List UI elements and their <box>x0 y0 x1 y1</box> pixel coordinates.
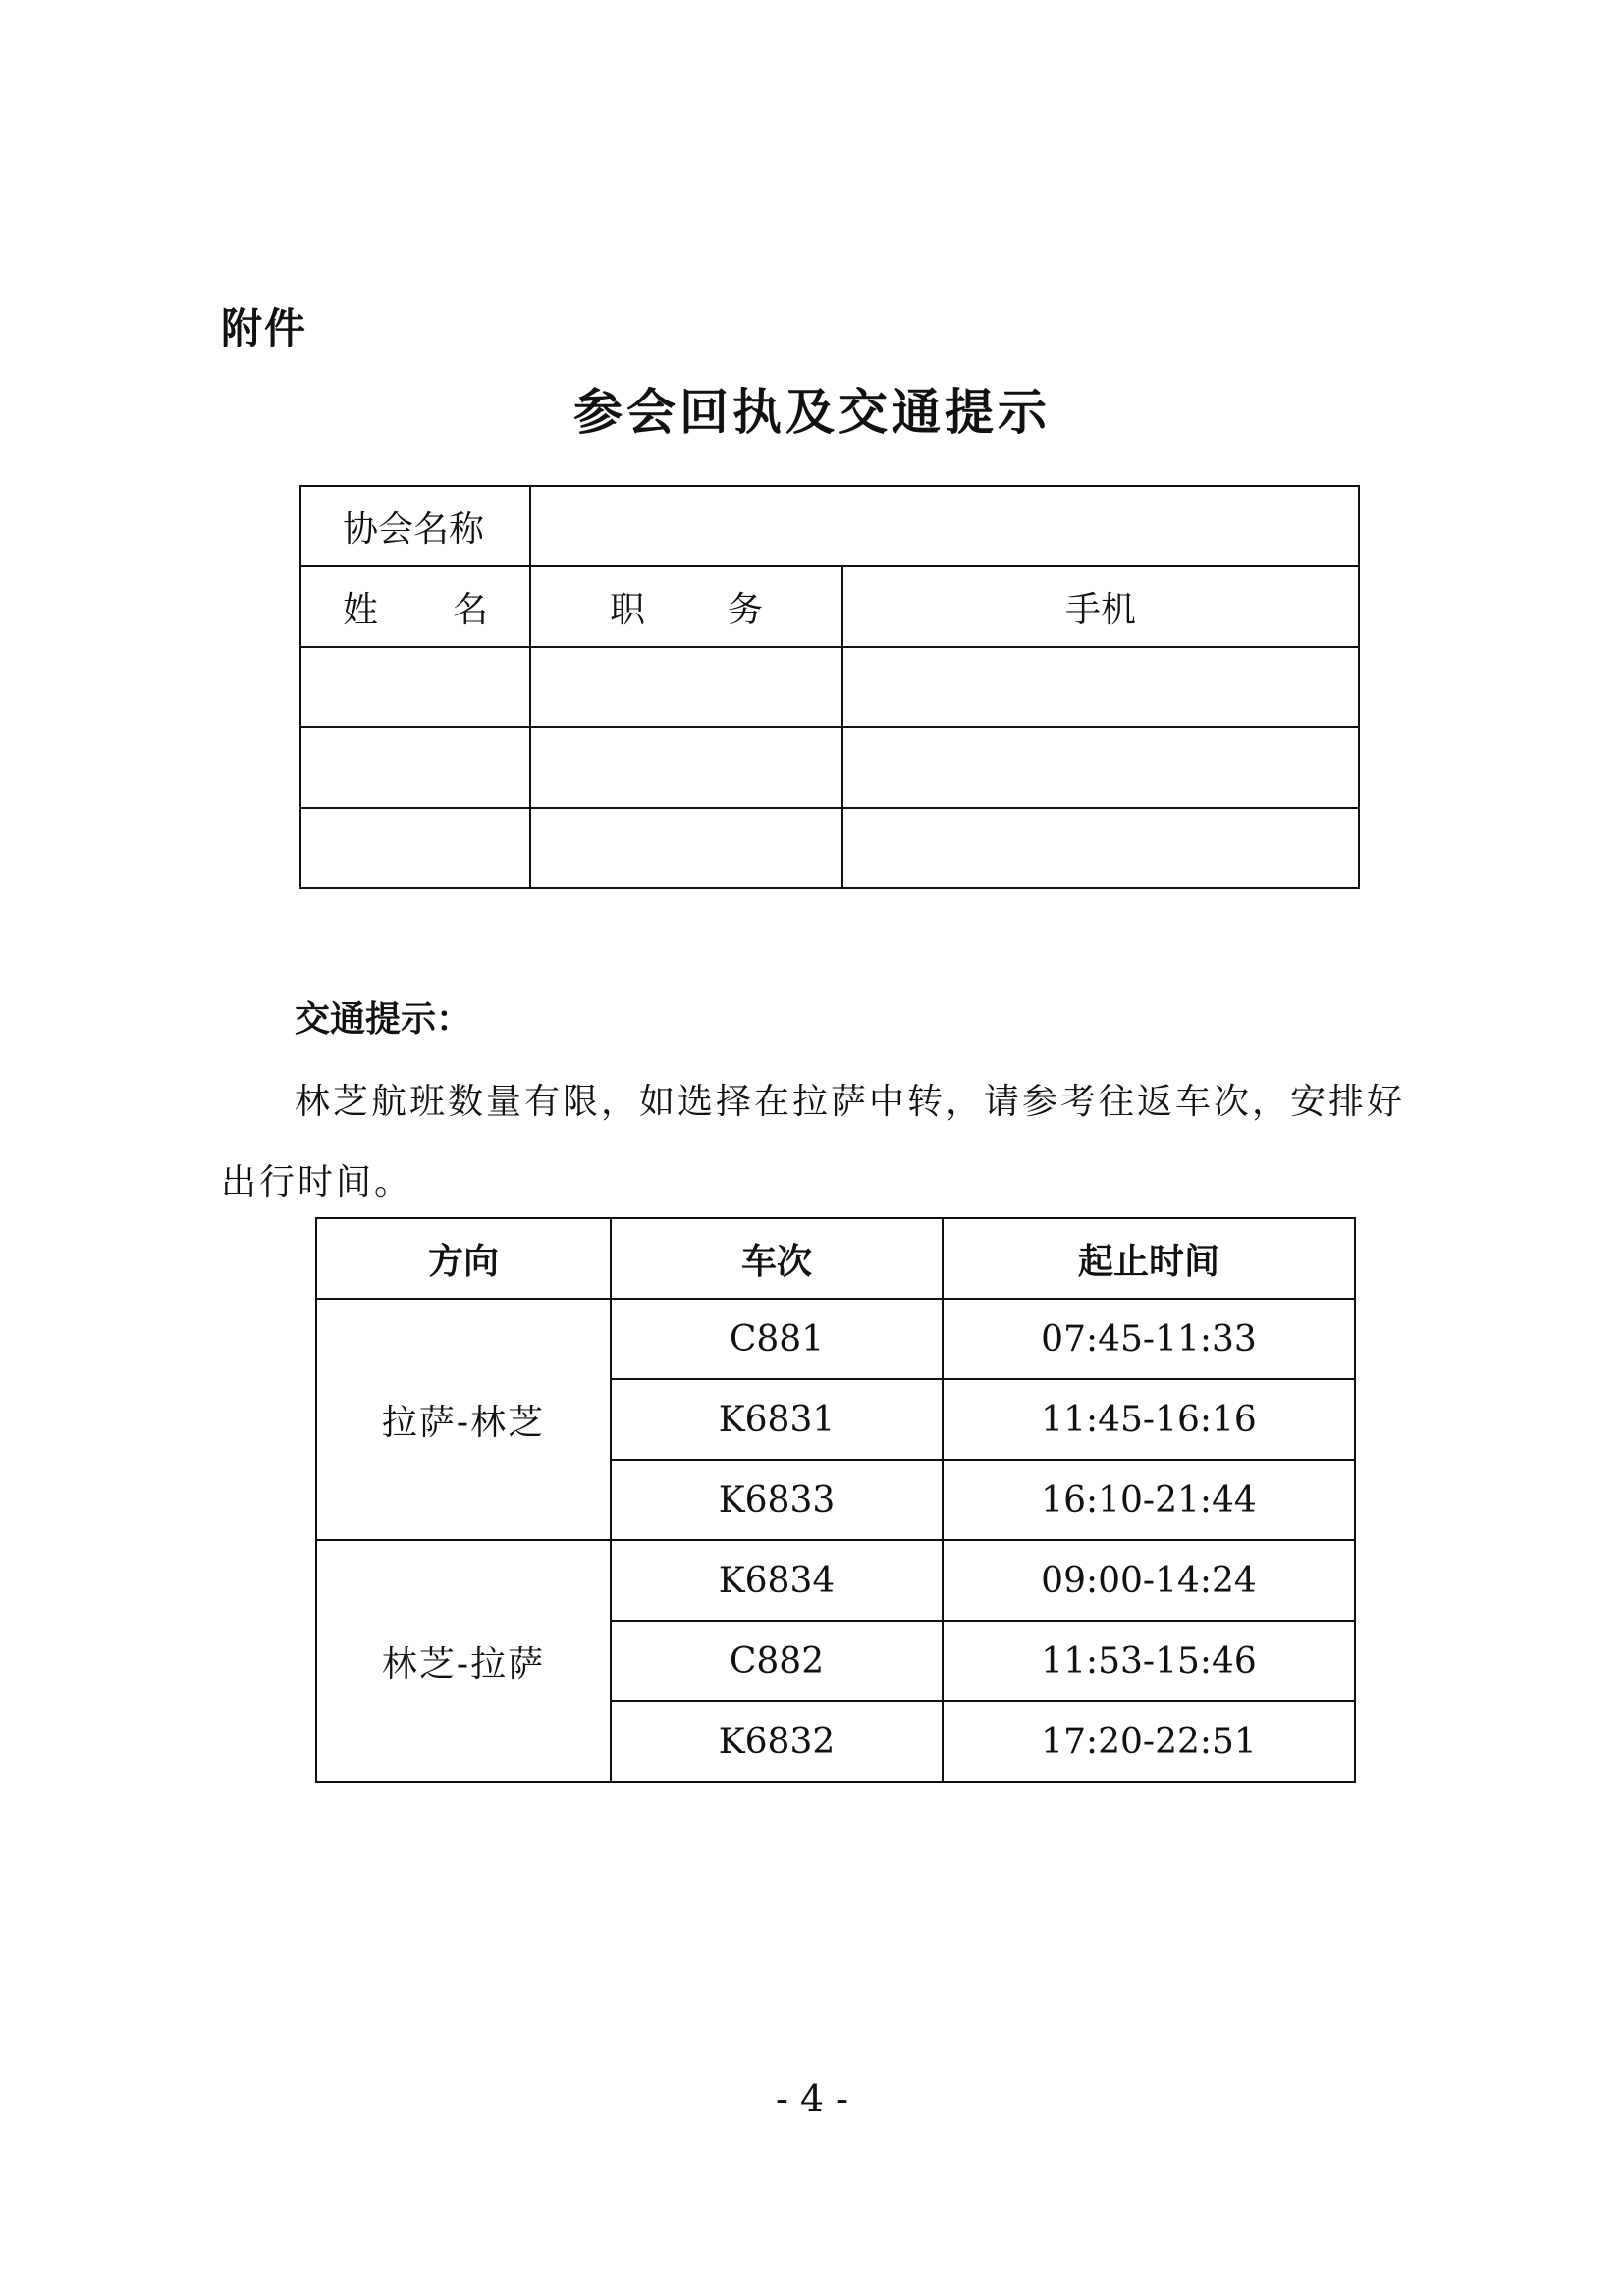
association-row <box>300 486 1359 566</box>
receipt-header-row <box>300 566 1359 647</box>
position-field[interactable] <box>530 808 842 888</box>
name-header-char-2: 名 <box>452 589 488 630</box>
association-label: 协会名称 <box>300 486 530 566</box>
position-field[interactable] <box>530 727 842 808</box>
receipt-row <box>300 727 1359 808</box>
time-header: 起止时间 <box>943 1218 1355 1299</box>
attachment-label: 附件 <box>221 304 308 352</box>
train-number: K6834 <box>611 1540 943 1621</box>
train-number-header: 车次 <box>611 1218 943 1299</box>
direction-cell: 拉萨-林芝 <box>316 1299 611 1540</box>
train-time: 07:45-11:33 <box>943 1299 1355 1379</box>
phone-field[interactable] <box>842 727 1359 808</box>
train-row <box>316 1299 1355 1379</box>
train-time: 09:00-14:24 <box>943 1540 1355 1621</box>
position-field[interactable] <box>530 647 842 727</box>
train-number: C882 <box>611 1621 943 1701</box>
receipt-row <box>300 808 1359 888</box>
name-header-char-1: 姓 <box>343 589 379 630</box>
train-time: 17:20-22:51 <box>943 1701 1355 1782</box>
phone-field[interactable] <box>842 647 1359 727</box>
train-time: 11:45-16:16 <box>943 1379 1355 1460</box>
traffic-paragraph: 林芝航班数量有限，如选择在拉萨中转，请参考往返车次，安排好出行时间。 <box>221 1082 1406 1202</box>
name-field[interactable] <box>300 727 530 808</box>
association-field[interactable] <box>530 486 1359 566</box>
receipt-table <box>299 485 1360 889</box>
train-number: K6832 <box>611 1701 943 1782</box>
train-header-row <box>316 1218 1355 1299</box>
train-time: 16:10-21:44 <box>943 1460 1355 1540</box>
phone-field[interactable] <box>842 808 1359 888</box>
receipt-row <box>300 647 1359 727</box>
train-schedule-table <box>315 1217 1356 1783</box>
direction-cell: 林芝-拉萨 <box>316 1540 611 1782</box>
name-field[interactable] <box>300 808 530 888</box>
position-header-char-2: 务 <box>727 589 763 630</box>
position-header-char-1: 职 <box>610 589 646 630</box>
train-number: K6833 <box>611 1460 943 1540</box>
train-number: K6831 <box>611 1379 943 1460</box>
traffic-heading: 交通提示： <box>295 999 472 1040</box>
position-header <box>530 566 842 647</box>
train-number: C881 <box>611 1299 943 1379</box>
train-time: 11:53-15:46 <box>943 1621 1355 1701</box>
phone-header: 手机 <box>842 566 1359 647</box>
direction-header: 方向 <box>316 1218 611 1299</box>
name-header <box>300 566 530 647</box>
document-title: 参会回执及交通提示 <box>573 384 1051 441</box>
name-field[interactable] <box>300 647 530 727</box>
train-row <box>316 1540 1355 1621</box>
page-number: - 4 - <box>775 2077 848 2120</box>
